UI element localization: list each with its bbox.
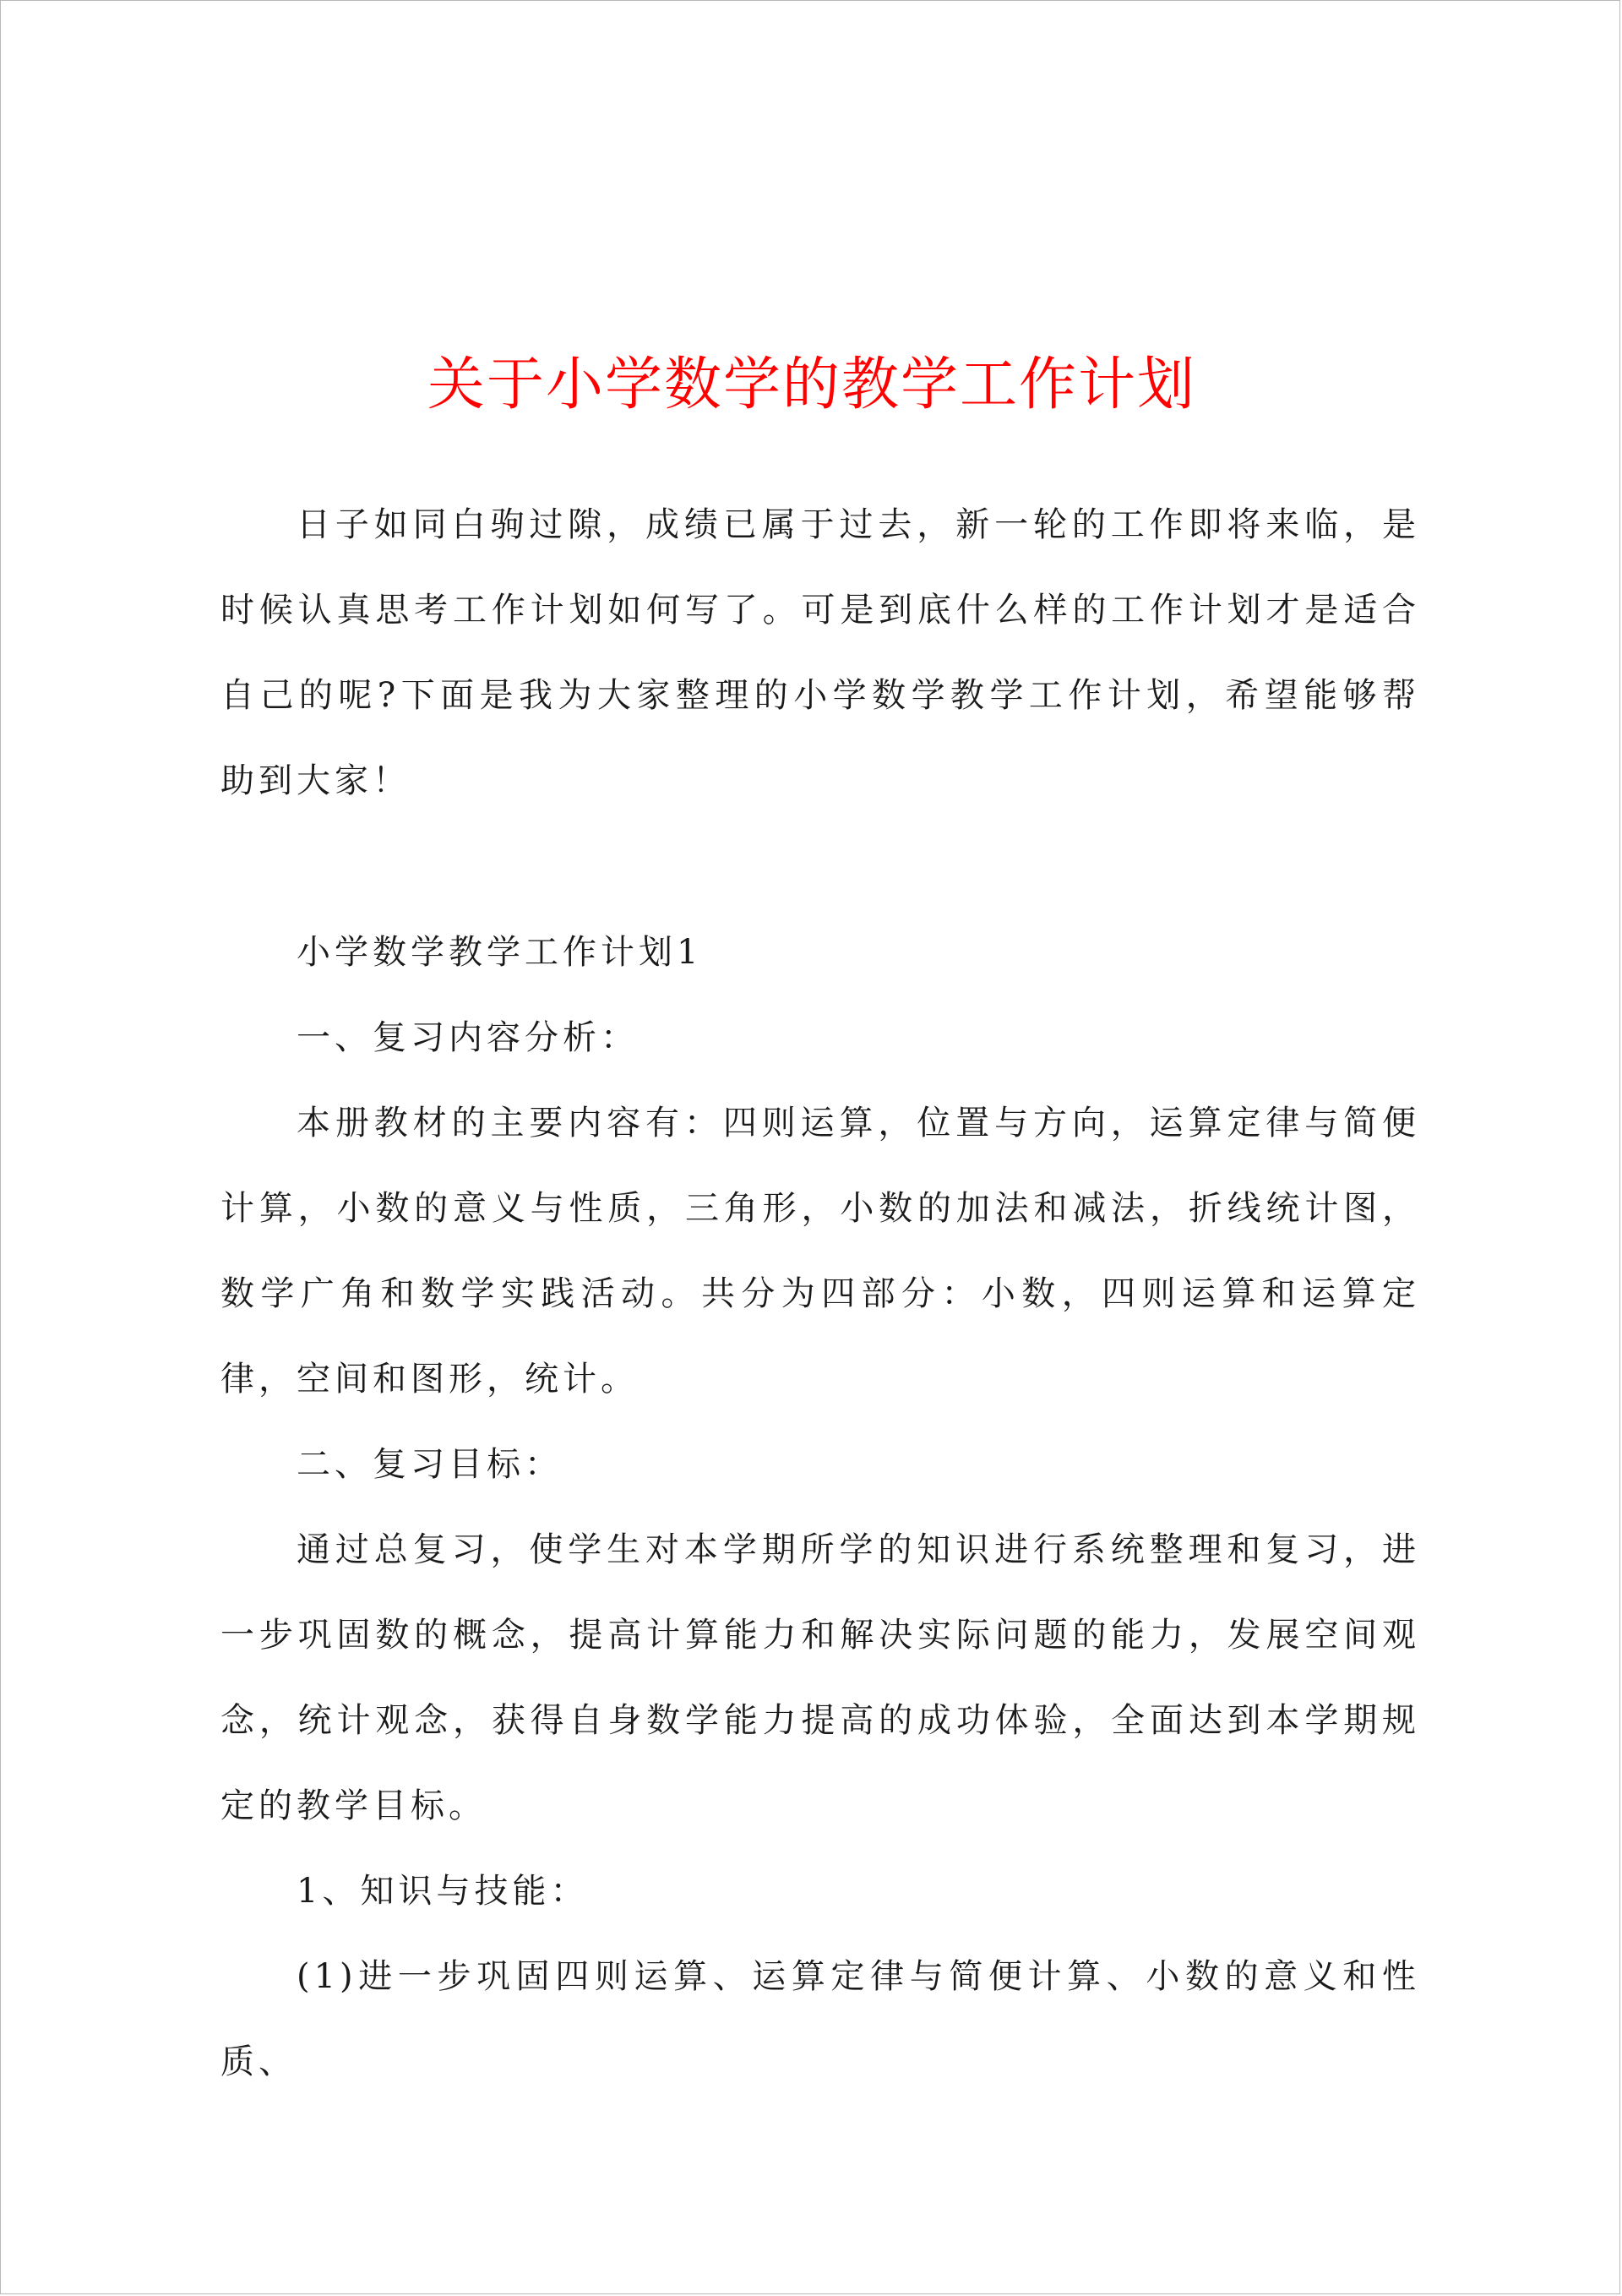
list-heading: 1、知识与技能：	[297, 1872, 589, 1911]
intro-paragraph: 日子如同白驹过隙，成绩已属于过去，新一轮的工作即将来临，是时候认真思考工作计划如何写了。可是到底什么样的工作计划才是适合自己的呢?下面是我为大家整理的小学数学教学工作计划，希望能够帮助到大家！	[220, 505, 1420, 800]
subsection-heading: 二、复习目标：	[297, 1445, 563, 1484]
list-item: (1)进一步巩固四则运算、运算定律与简便计算、小数的意义和性质、	[220, 1957, 1420, 2081]
subsection-heading: 一、复习内容分析：	[297, 1018, 639, 1057]
document-title: 关于小学数学的教学工作计划	[427, 352, 1196, 418]
body-paragraph: 本册教材的主要内容有：四则运算，位置与方向，运算定律与简便计算，小数的意义与性质，三角形，小数的加法和减法，折线统计图，数学广角和数学实践活动。共分为四部分：小数，四则运算和运算定律，空间和图形，统计。	[220, 1104, 1420, 1399]
document-body	[220, 483, 1420, 2105]
section-heading: 小学数学教学工作计划1	[297, 933, 703, 972]
body-paragraph: 通过总复习，使学生对本学期所学的知识进行系统整理和复习，进一步巩固数的概念，提高计算能力和解决实际问题的能力，发展空间观念，统计观念，获得自身数学能力提高的成功体验，全面达到本学期规定的教学目标。	[220, 1530, 1420, 1825]
